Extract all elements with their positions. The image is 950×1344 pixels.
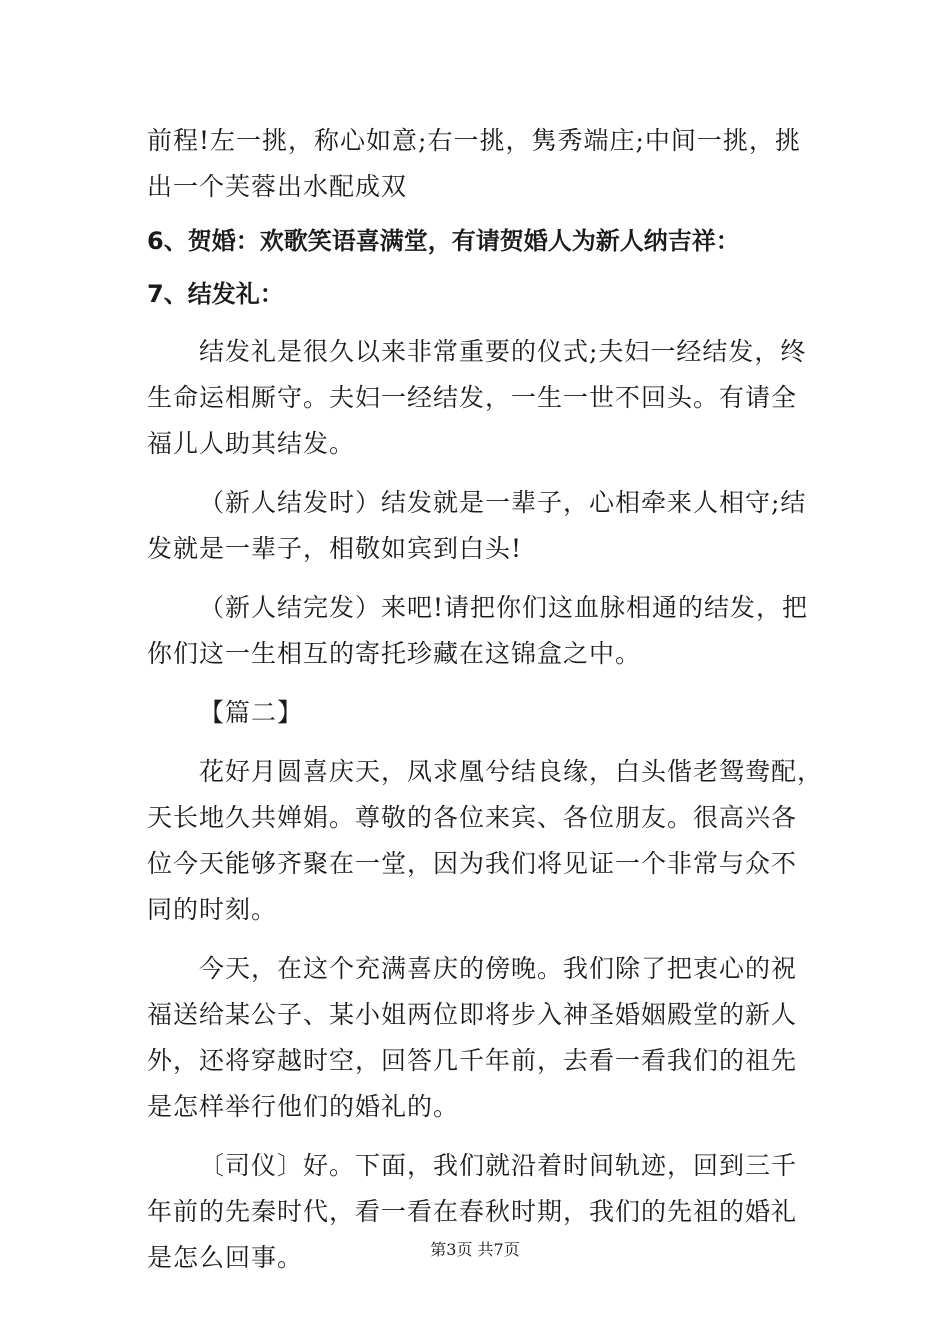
text-line: 生命运相厮守。夫妇一经结发，一生一世不回头。有请全: [147, 383, 798, 412]
section-heading-7: 7、结发礼：: [147, 280, 284, 308]
text-line: 〔司仪〕好。下面，我们就沿着时间轨迹，回到三千: [199, 1151, 798, 1180]
section-heading-6: 6、贺婚：欢歌笑语喜满堂，有请贺婚人为新人纳吉祥：: [147, 227, 740, 255]
paragraph: [147, 946, 807, 1130]
text-line: 天长地久共婵娟。尊敬的各位来宾、各位朋友。很高兴各: [147, 803, 798, 832]
document-body: [147, 118, 824, 1281]
text-line: （新人结发时）结发就是一辈子，心相牵来人相守;结: [199, 488, 807, 517]
paragraph: [147, 329, 807, 467]
paragraph: [147, 585, 807, 677]
paragraph: [147, 749, 824, 933]
text-line: 年前的先秦时代，看一看在春秋时期，我们的先祖的婚礼: [147, 1197, 798, 1226]
text-line: 发就是一辈子，相敬如宾到白头!: [147, 534, 523, 563]
text-line: 位今天能够齐聚在一堂，因为我们将见证一个非常与众不: [147, 849, 798, 878]
text-line: 外，还将穿越时空，回答几千年前，去看一看我们的祖先: [147, 1046, 798, 1075]
text-line: 同的时刻。: [147, 895, 278, 924]
text-line: 花好月圆喜庆天，凤求凰兮结良缘，白头偕老鸳鸯配，: [199, 757, 824, 786]
text-line: 前程!左一挑，称心如意;右一挑，隽秀端庄;中间一挑，挑: [147, 126, 801, 155]
text-line: 你们这一生相互的寄托珍藏在这锦盒之中。: [147, 639, 642, 668]
text-line: 结发礼是很久以来非常重要的仪式;夫妇一经结发，终: [199, 337, 807, 366]
paragraph: [147, 690, 807, 736]
text-line: （新人结完发）来吧!请把你们这血脉相通的结发，把: [199, 593, 809, 622]
page-number-footer: 第3页 共7页: [430, 1240, 520, 1259]
text-line: 是怎么回事。: [147, 1243, 304, 1272]
text-line: 今天，在这个充满喜庆的傍晚。我们除了把衷心的祝: [199, 954, 798, 983]
paragraph: [147, 480, 807, 572]
section-label: 【篇二】: [199, 698, 304, 727]
text-line: 出一个芙蓉出水配成双: [147, 172, 408, 201]
text-line: 是怎样举行他们的婚礼的。: [147, 1092, 460, 1121]
text-line: 福儿人助其结发。: [147, 429, 356, 458]
text-line: 福送给某公子、某小姐两位即将步入神圣婚姻殿堂的新人: [147, 1000, 798, 1029]
